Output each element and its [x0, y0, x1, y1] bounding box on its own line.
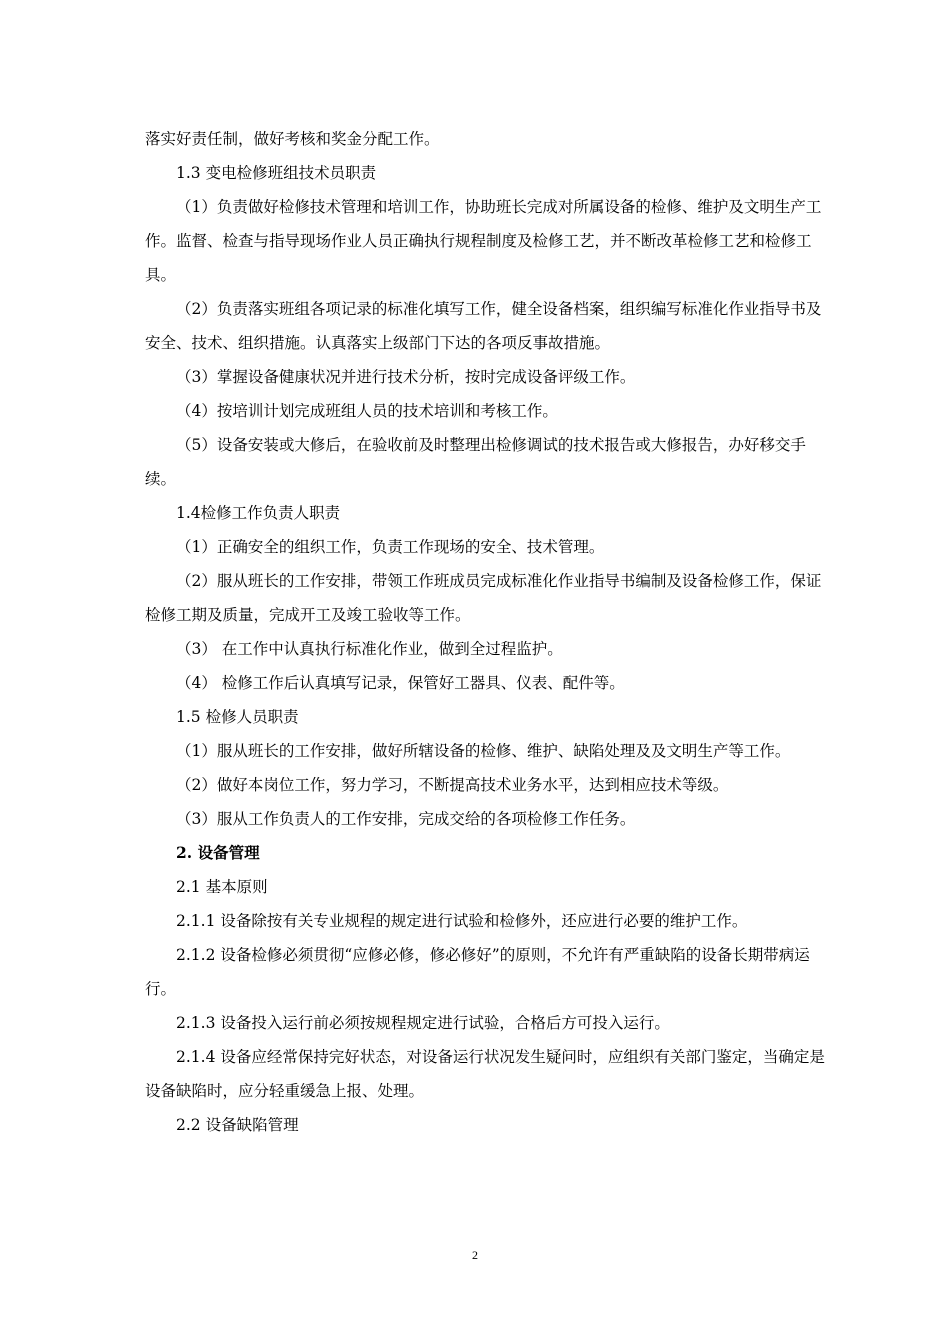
section-heading-2-1: 2.1 基本原则 [176, 878, 268, 896]
document-body [145, 122, 825, 1142]
section-heading-2: 2. 设备管理 [176, 843, 260, 862]
paragraph: 2.1.4 设备应经常保持完好状态，对设备运行状况发生疑问时，应组织有关部门鉴定，当确定是设备缺陷时，应分轻重缓急上报、处理。 [145, 1048, 825, 1100]
section-heading-1-4: 1.4检修工作负责人职责 [176, 504, 341, 522]
paragraph: 2.1.1 设备除按有关专业规程的规定进行试验和检修外，还应进行必要的维护工作。 [176, 912, 748, 930]
paragraph: （5）设备安装或大修后，在验收前及时整理出检修调试的技术报告或大修报告，办好移交手续。 [145, 436, 806, 488]
page-number: 2 [472, 1248, 478, 1262]
paragraph: 2.1.2 设备检修必须贯彻“应修必修，修必修好”的原则，不允许有严重缺陷的设备长期带病运行。 [145, 946, 810, 998]
section-heading-1-5: 1.5 检修人员职责 [176, 708, 299, 726]
paragraph: （1）负责做好检修技术管理和培训工作，协助班长完成对所属设备的检修、维护及文明生产工作。监督、检查与指导现场作业人员正确执行规程制度及检修工艺，并不断改革检修工艺和检修工具。 [145, 198, 822, 284]
paragraph: （4）按培训计划完成班组人员的技术培训和考核工作。 [176, 402, 558, 420]
paragraph: 2.1.3 设备投入运行前必须按规程规定进行试验，合格后方可投入运行。 [176, 1014, 670, 1032]
paragraph: （4） 检修工作后认真填写记录，保管好工器具、仪表、配件等。 [176, 674, 625, 692]
section-heading-1-3: 1.3 变电检修班组技术员职责 [176, 164, 377, 182]
paragraph: （2）负责落实班组各项记录的标准化填写工作，健全设备档案，组织编写标准化作业指导书及安全、技术、组织措施。认真落实上级部门下达的各项反事故措施。 [145, 300, 822, 352]
paragraph: 落实好责任制，做好考核和奖金分配工作。 [145, 130, 440, 148]
paragraph: （1）正确安全的组织工作，负责工作现场的安全、技术管理。 [176, 538, 605, 556]
section-heading-2-2: 2.2 设备缺陷管理 [176, 1116, 299, 1134]
paragraph: （3） 在工作中认真执行标准化作业，做到全过程监护。 [176, 640, 563, 658]
paragraph: （3）掌握设备健康状况并进行技术分析，按时完成设备评级工作。 [176, 368, 636, 386]
paragraph: （3）服从工作负责人的工作安排，完成交给的各项检修工作任务。 [176, 810, 636, 828]
paragraph: （2）服从班长的工作安排，带领工作班成员完成标准化作业指导书编制及设备检修工作，保证检修工期及质量，完成开工及竣工验收等工作。 [145, 572, 822, 624]
paragraph: （1）服从班长的工作安排，做好所辖设备的检修、维护、缺陷处理及及文明生产等工作。 [176, 742, 791, 760]
paragraph: （2）做好本岗位工作，努力学习，不断提高技术业务水平，达到相应技术等级。 [176, 776, 729, 794]
